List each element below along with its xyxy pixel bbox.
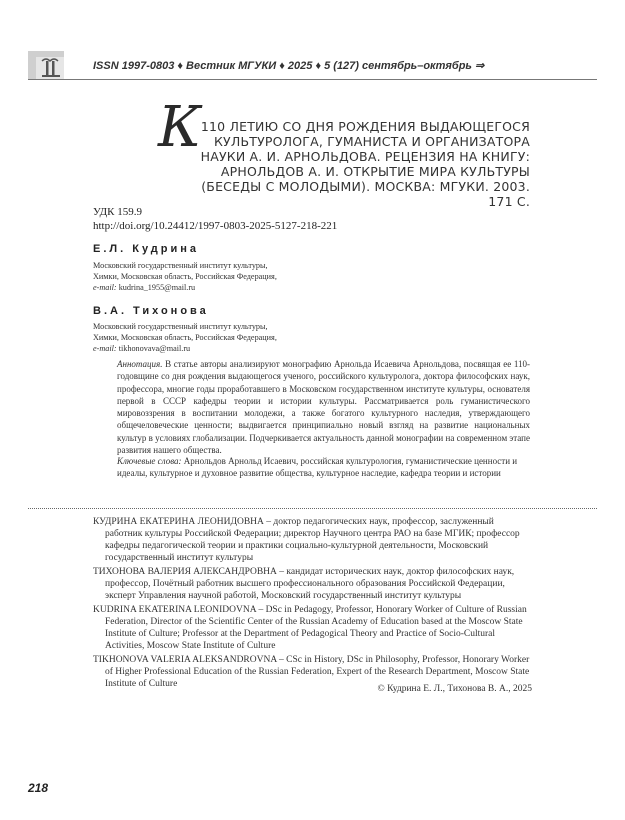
article-title: 110 ЛЕТИЮ СО ДНЯ РОЖДЕНИЯ ВЫДАЮЩЕГОСЯ КУЛЬТУРОЛОГА, ГУМАНИСТА И ОРГАНИЗАТОРА НАУКИ А. И. АРНОЛЬДОВА. РЕЦЕНЗИЯ НА КНИГУ: АРНОЛЬДОВ А. И. ОТКРЫТИЕ МИРА КУЛЬТУРЫ (БЕСЕДЫ С МОЛОДЫМИ). МОСКВА: МГУКИ. 2003. 171 С.: [200, 119, 530, 209]
author-bio: KUDRINA EKATERINA LEONIDOVNA – DSc in Pedagogy, Professor, Honorary Worker of Culture of Russian Federation, Director of the Scientific Center of the Russian Academy of Education based at the Moscow State Institute of Culture; Professor at the Department of Pedagogical Theory and Practice of Socio-Cultural Activities, Moscow State Institute of Culture: [93, 605, 527, 651]
section-divider: [28, 508, 597, 509]
affiliation-org: Московский государственный институт культуры,: [93, 261, 268, 270]
header-rule: [28, 79, 597, 80]
author-email[interactable]: kudrina_1955@mail.ru: [118, 283, 196, 292]
keywords-text: Арнольдов Арнольд Исаевич, российская культурология, гуманистические ценности и идеалы, культурное и духовное развитие общества, культурное наследие, кафедра теории и истории: [117, 456, 518, 479]
author-bio: КУДРИНА ЕКАТЕРИНА ЛЕОНИДОВНА – доктор педагогических наук, профессор, заслуженный работник культуры Российской Федерации; директор Научного центра РАО на базе МГИК; профессор кафедры педагогической теории и практики социально-культурной деятельности, Московский государственный институт культуры: [93, 517, 520, 563]
author-name: В.А. Тихонова: [93, 305, 209, 317]
keywords: [117, 455, 530, 480]
author-bio: ТИХОНОВА ВАЛЕРИЯ АЛЕКСАНДРОВНА – кандидат исторических наук, доктор философских наук, профессор, Почётный работник высшего профессионального образования Российской Федерации, эксперт Управления научной работой, Московский государственный институт культуры: [93, 567, 515, 601]
copyright: © Кудрина Е. Л., Тихонова В. А., 2025: [377, 684, 532, 694]
author-email[interactable]: tikhonovava@mail.ru: [118, 344, 191, 353]
author-name: Е.Л. Кудрина: [93, 243, 200, 255]
affiliation-org: Московский государственный институт культуры,: [93, 322, 268, 331]
affiliation-city: Химки, Московская область, Российская Федерация,: [93, 272, 277, 281]
page-number: 218: [28, 781, 49, 795]
author-bio: TIKHONOVA VALERIA ALEKSANDROVNA – CSc in History, DSc in Philosophy, Professor, Honorary Worker of Higher Professional Education of the Russian Federation, Expert of the Research Department, Moscow State Institute of Culture: [93, 655, 530, 689]
doi-link[interactable]: http://doi.org/10.24412/1997-0803-2025-5127-218-221: [93, 220, 338, 232]
running-header: ISSN 1997-0803 ♦ Вестник МГУКИ ♦ 2025 ♦ 5 (127) сентябрь–октябрь ⇒: [93, 60, 485, 72]
author-affiliation: [93, 260, 277, 293]
abstract-text: В статье авторы анализируют монографию Арнольда Исаевича Арнольдова, посвящая ее 110-годовщине со дня рождения выдающегося ученого, российского культуролога, доктора философских наук, профессора, многие годы проработавшего в Московском государственном институте культуры, основателя первой в СССР кафедры теории и истории культуры. Рассматривается роль гуманистического мировоззрения в воспитании молодежи, а также богатого культурного наследия, утверждающего общечеловеческие ценности; выдвигается принципиально новый взгляд на развитие национальных культур в условиях глобализации. Подчеркивается актуальность данной монографии на современном этапе развития нашего общества.: [117, 359, 531, 456]
keywords-label: Ключевые слова:: [117, 456, 182, 466]
email-label: e-mail:: [93, 283, 117, 292]
title-drop-cap: К: [158, 95, 202, 160]
udc-code: УДК 159.9: [93, 206, 143, 218]
abstract-label: Аннотация.: [117, 359, 163, 369]
affiliation-city: Химки, Московская область, Российская Федерация,: [93, 333, 277, 342]
email-label: e-mail:: [93, 344, 117, 353]
author-bios: [93, 516, 533, 692]
author-affiliation: [93, 321, 277, 354]
journal-logo-icon: [28, 51, 80, 79]
abstract: [117, 358, 530, 456]
